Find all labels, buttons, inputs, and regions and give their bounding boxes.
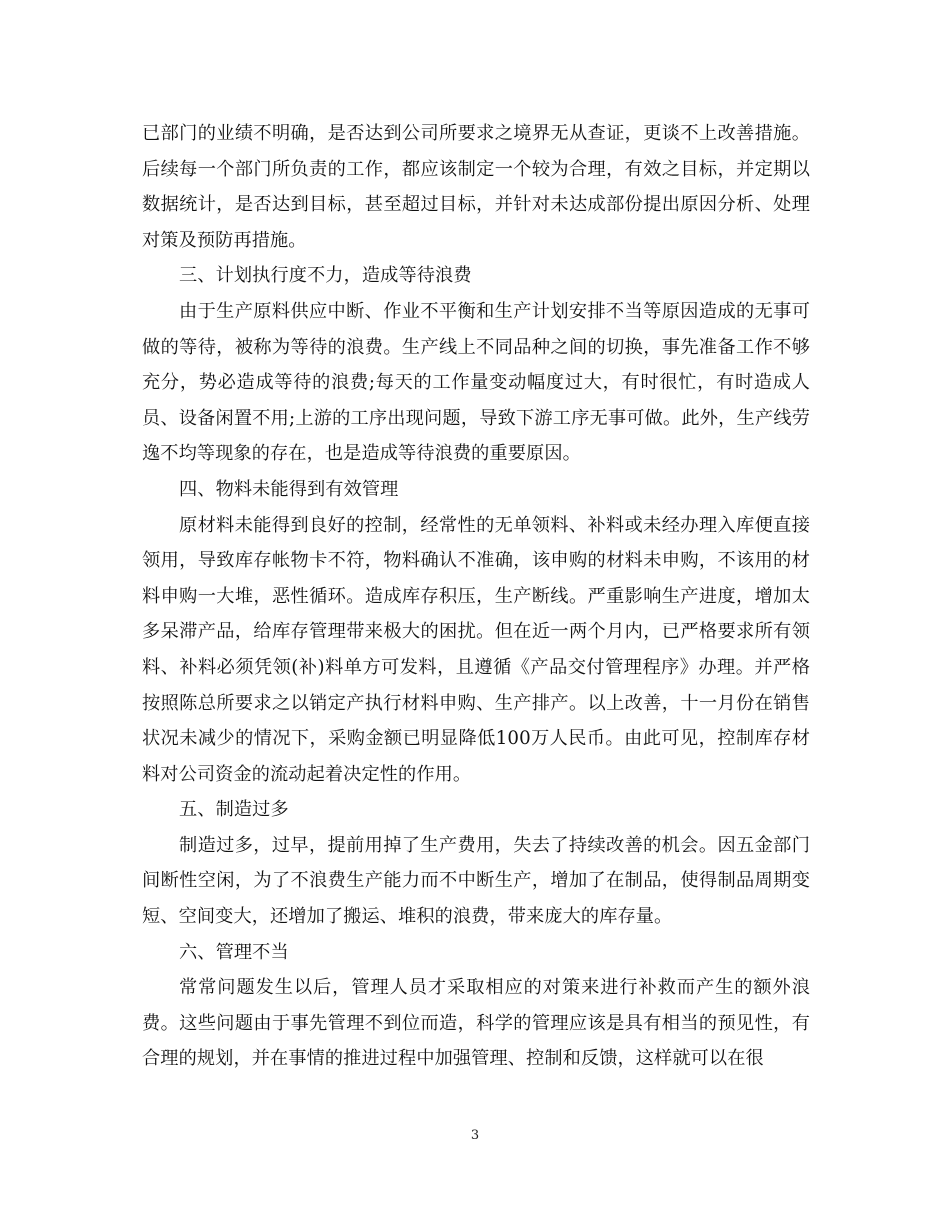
section-heading-5: 五、制造过多 (179, 799, 289, 821)
section-heading-4: 四、物料未能得到有效管理 (179, 478, 399, 500)
section-heading-6: 六、管理不当 (179, 941, 289, 963)
section-heading-3: 三、计划执行度不力，造成等待浪费 (179, 265, 472, 287)
paragraph-waiting-waste: 由于生产原料供应中断、作业不平衡和生产计划安排不当等原因造成的无事可做的等待，被称为等待的浪费。生产线上不同品种之间的切换，事先准备工作不够充分，势必造成等待的浪费;每天的工作量变动幅度过大，有时很忙，有时造成人员、设备闲置不用;上游的工序出现问题，导致下游工序无事可做。此外，生产线劳逸不均等现象的存在，也是造成等待浪费的重要原因。 (142, 300, 810, 465)
paragraph-continuation: 已部门的业绩不明确，是否达到公司所要求之境界无从查证，更谈不上改善措施。后续每一个部门所负责的工作，都应该制定一个较为合理，有效之目标，并定期以数据统计，是否达到目标，甚至超过目标，并针对未达成部份提出原因分析、处理对策及预防再措施。 (142, 123, 810, 251)
paragraph-material-management: 原材料未能得到良好的控制，经常性的无单领料、补料或未经办理入库便直接领用，导致库存帐物卡不符，物料确认不准确，该申购的材料未申购，不该用的材料申购一大堆，恶性循环。造成库存积压，生产断线。严重影响生产进度，增加太多呆滞产品，给库存管理带来极大的困扰。但在近一两个月内，已严格要求所有领料、补料必须凭领(补)料单方可发料，且遵循《产品交付管理程序》办理。并严格按照陈总所要求之以销定产执行材料申购、生产排产。以上改善，十一月份在销售状况未减少的情况下，采购金额已明显降低100万人民币。由此可见，控制库存材料对公司资金的流动起着决定性的作用。 (142, 514, 810, 785)
page-number: 3 (470, 1128, 480, 1143)
paragraph-improper-management: 常常问题发生以后，管理人员才采取相应的对策来进行补救而产生的额外浪费。这些问题由于事先管理不到位而造，科学的管理应该是具有相当的预见性，有合理的规划，并在事情的推进过程中加强管理、控制和反馈，这样就可以在很 (142, 977, 810, 1070)
paragraph-overproduction: 制造过多，过早，提前用掉了生产费用，失去了持续改善的机会。因五金部门间断性空闲，为了不浪费生产能力而不中断生产，增加了在制品，使得制品周期变短、空间变大，还增加了搬运、堆积的浪费，带来庞大的库存量。 (142, 834, 810, 928)
document-page (142, 116, 810, 1077)
